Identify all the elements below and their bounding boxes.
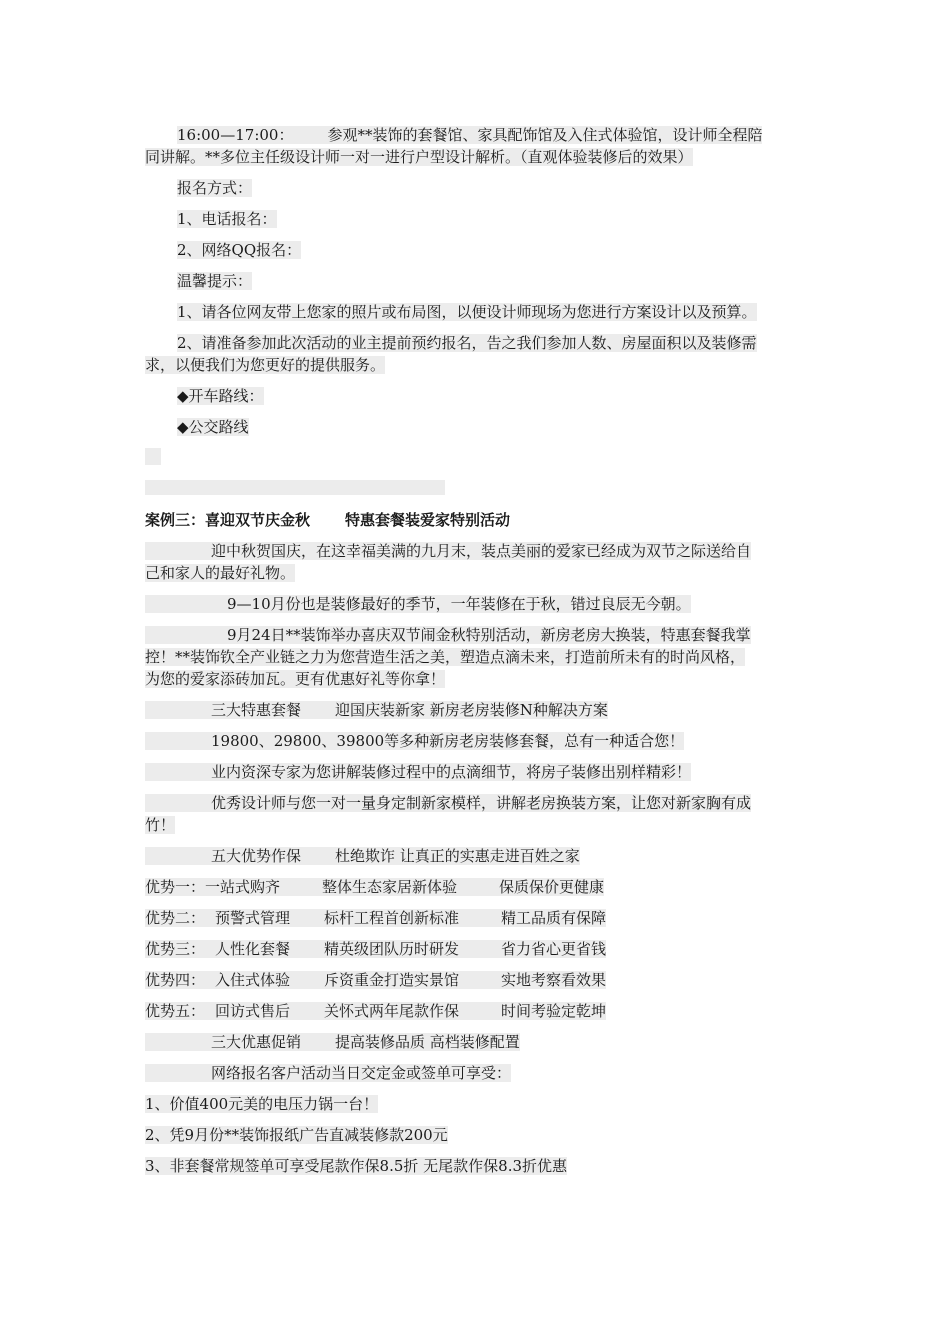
tips-title: 温馨提示： xyxy=(177,272,253,290)
tip-1-line xyxy=(145,301,810,323)
advantage-5-c: 时间考验定乾坤 xyxy=(501,1002,607,1020)
benefit-1: 1、价值400元美的电压力锅一台！ xyxy=(145,1095,379,1113)
prices-text: 19800、29800、39800等多种新房老房装修套餐，总有一种适合您！ xyxy=(211,732,685,750)
signup-title: 报名方式： xyxy=(177,179,253,197)
packages-line xyxy=(145,699,810,721)
advantage-1-c: 保质保价更健康 xyxy=(499,878,605,896)
promo-line xyxy=(145,1031,810,1053)
advantages-b: 杜绝欺诈 让真正的实惠走进百姓之家 xyxy=(335,847,580,865)
advantage-2-a: 预警式管理 xyxy=(215,909,291,927)
advantages-line xyxy=(145,845,810,867)
experts-text: 业内资深专家为您讲解装修过程中的点滴细节，将房子装修出别样精彩！ xyxy=(211,763,692,781)
advantage-row xyxy=(145,938,810,960)
advantage-5-a: 回访式售后 xyxy=(215,1002,291,1020)
advantage-3-label: 优势三： xyxy=(145,940,206,958)
route-car: ◆开车路线： xyxy=(177,387,264,405)
benefit-1-line xyxy=(145,1093,810,1115)
signup-phone-line xyxy=(145,208,810,230)
case3-title-a: 案例三：喜迎双节庆金秋 xyxy=(145,511,311,529)
case3-title-b: 特惠套餐装爱家特别活动 xyxy=(345,511,511,529)
advantage-1-label: 优势一：一站式购齐 xyxy=(145,878,281,896)
schedule-paragraph-cont xyxy=(145,146,810,168)
signup-qq: 2、网络QQ报名： xyxy=(177,241,302,259)
signup-qq-line xyxy=(145,239,810,261)
intro-a: 迎中秋贺国庆，在这幸福美满的九月末，装点美丽的爱家已经成为双节之际送给自 xyxy=(211,542,752,560)
benefit-3: 3、非套餐常规签单可享受尾款作保8.5折 无尾款作保8.3折优惠 xyxy=(145,1157,568,1175)
route-bus-line xyxy=(145,416,810,438)
packages-b: 迎国庆装新家 新房老房装修N种解决方案 xyxy=(335,701,608,719)
designer-line-2 xyxy=(145,814,810,836)
schedule-line-1: 参观**装饰的套餐馆、家具配饰馆及入住式体验馆，设计师全程陪 xyxy=(327,126,763,144)
advantage-4-a: 入住式体验 xyxy=(215,971,291,989)
advantage-5-label: 优势五： xyxy=(145,1002,206,1020)
advantage-row xyxy=(145,1000,810,1022)
signup-title-line xyxy=(145,177,810,199)
document-body xyxy=(145,124,810,1186)
prices-line xyxy=(145,730,810,752)
online-signup-text: 网络报名客户活动当日交定金或签单可享受： xyxy=(211,1064,512,1082)
signup-phone: 1、电话报名： xyxy=(177,210,277,228)
online-signup-line xyxy=(145,1062,810,1084)
advantage-3-b: 精英级团队历时研发 xyxy=(324,940,460,958)
intro-line-1 xyxy=(145,540,810,562)
advantage-row xyxy=(145,969,810,991)
schedule-line-2: 同讲解。**多位主任级设计师一对一进行户型设计解析。（直观体验装修后的效果） xyxy=(145,148,693,166)
benefit-2: 2、凭9月份**装饰报纸广告直减装修款200元 xyxy=(145,1126,448,1144)
schedule-time: 16:00—17:00： xyxy=(177,126,294,144)
advantage-3-a: 人性化套餐 xyxy=(215,940,291,958)
intro-b: 己和家人的最好礼物。 xyxy=(145,564,296,582)
schedule-paragraph xyxy=(145,124,810,146)
promo-a: 三大优惠促销 xyxy=(211,1033,302,1051)
blank-highlight-square xyxy=(145,448,161,465)
tips-title-line xyxy=(145,270,810,292)
tip-1: 1、请各位网友带上您家的照片或布局图，以便设计师现场为您进行方案设计以及预算。 xyxy=(177,303,757,321)
event-line-3 xyxy=(145,668,810,690)
packages-a: 三大特惠套餐 xyxy=(211,701,302,719)
benefit-3-line xyxy=(145,1155,810,1177)
tip-2-a: 2、请准备参加此次活动的业主提前预约报名，告之我们参加人数、房屋面积以及装修需 xyxy=(177,334,757,352)
event-line-2 xyxy=(145,646,810,668)
advantage-4-b: 斥资重金打造实景馆 xyxy=(324,971,460,989)
designer-b: 竹！ xyxy=(145,816,176,834)
tip-2-line-1 xyxy=(145,332,810,354)
advantage-4-label: 优势四： xyxy=(145,971,206,989)
advantage-row xyxy=(145,907,810,929)
advantage-3-c: 省力省心更省钱 xyxy=(501,940,607,958)
season-text: 9—10月份也是装修最好的季节，一年装修在于秋，错过良辰无今朝。 xyxy=(227,595,691,613)
event-c: 为您的爱家添砖加瓦。更有优惠好礼等你拿！ xyxy=(145,670,446,688)
tip-2-b: 求，以便我们为您更好的提供服务。 xyxy=(145,356,386,374)
advantage-2-label: 优势二： xyxy=(145,909,206,927)
event-a: 9月24日**装饰举办喜庆双节闹金秋特别活动，新房老房大换装，特惠套餐我掌 xyxy=(227,626,751,644)
advantage-1-b: 整体生态家居新体验 xyxy=(322,878,458,896)
advantage-2-b: 标杆工程首创新标准 xyxy=(324,909,460,927)
advantage-4-c: 实地考察看效果 xyxy=(501,971,607,989)
experts-line xyxy=(145,761,810,783)
blank-highlight-bar xyxy=(145,480,445,495)
tip-2-line-2 xyxy=(145,354,810,376)
advantage-row xyxy=(145,876,810,898)
event-b: 控！**装饰钦全产业链之力为您营造生活之美，塑造点滴未来，打造前所未有的时尚风格， xyxy=(145,648,746,666)
case3-heading xyxy=(145,509,810,531)
advantage-2-c: 精工品质有保障 xyxy=(501,909,607,927)
event-line-1 xyxy=(145,624,810,646)
designer-line-1 xyxy=(145,792,810,814)
advantage-5-b: 关怀式两年尾款作保 xyxy=(324,1002,460,1020)
benefit-2-line xyxy=(145,1124,810,1146)
season-line xyxy=(145,593,810,615)
advantages-a: 五大优势作保 xyxy=(211,847,302,865)
promo-b: 提高装修品质 高档装修配置 xyxy=(335,1033,520,1051)
route-bus: ◆公交路线 xyxy=(177,418,249,436)
intro-line-2 xyxy=(145,562,810,584)
route-car-line xyxy=(145,385,810,407)
designer-a: 优秀设计师与您一对一量身定制新家模样，讲解老房换装方案，让您对新家胸有成 xyxy=(211,794,752,812)
